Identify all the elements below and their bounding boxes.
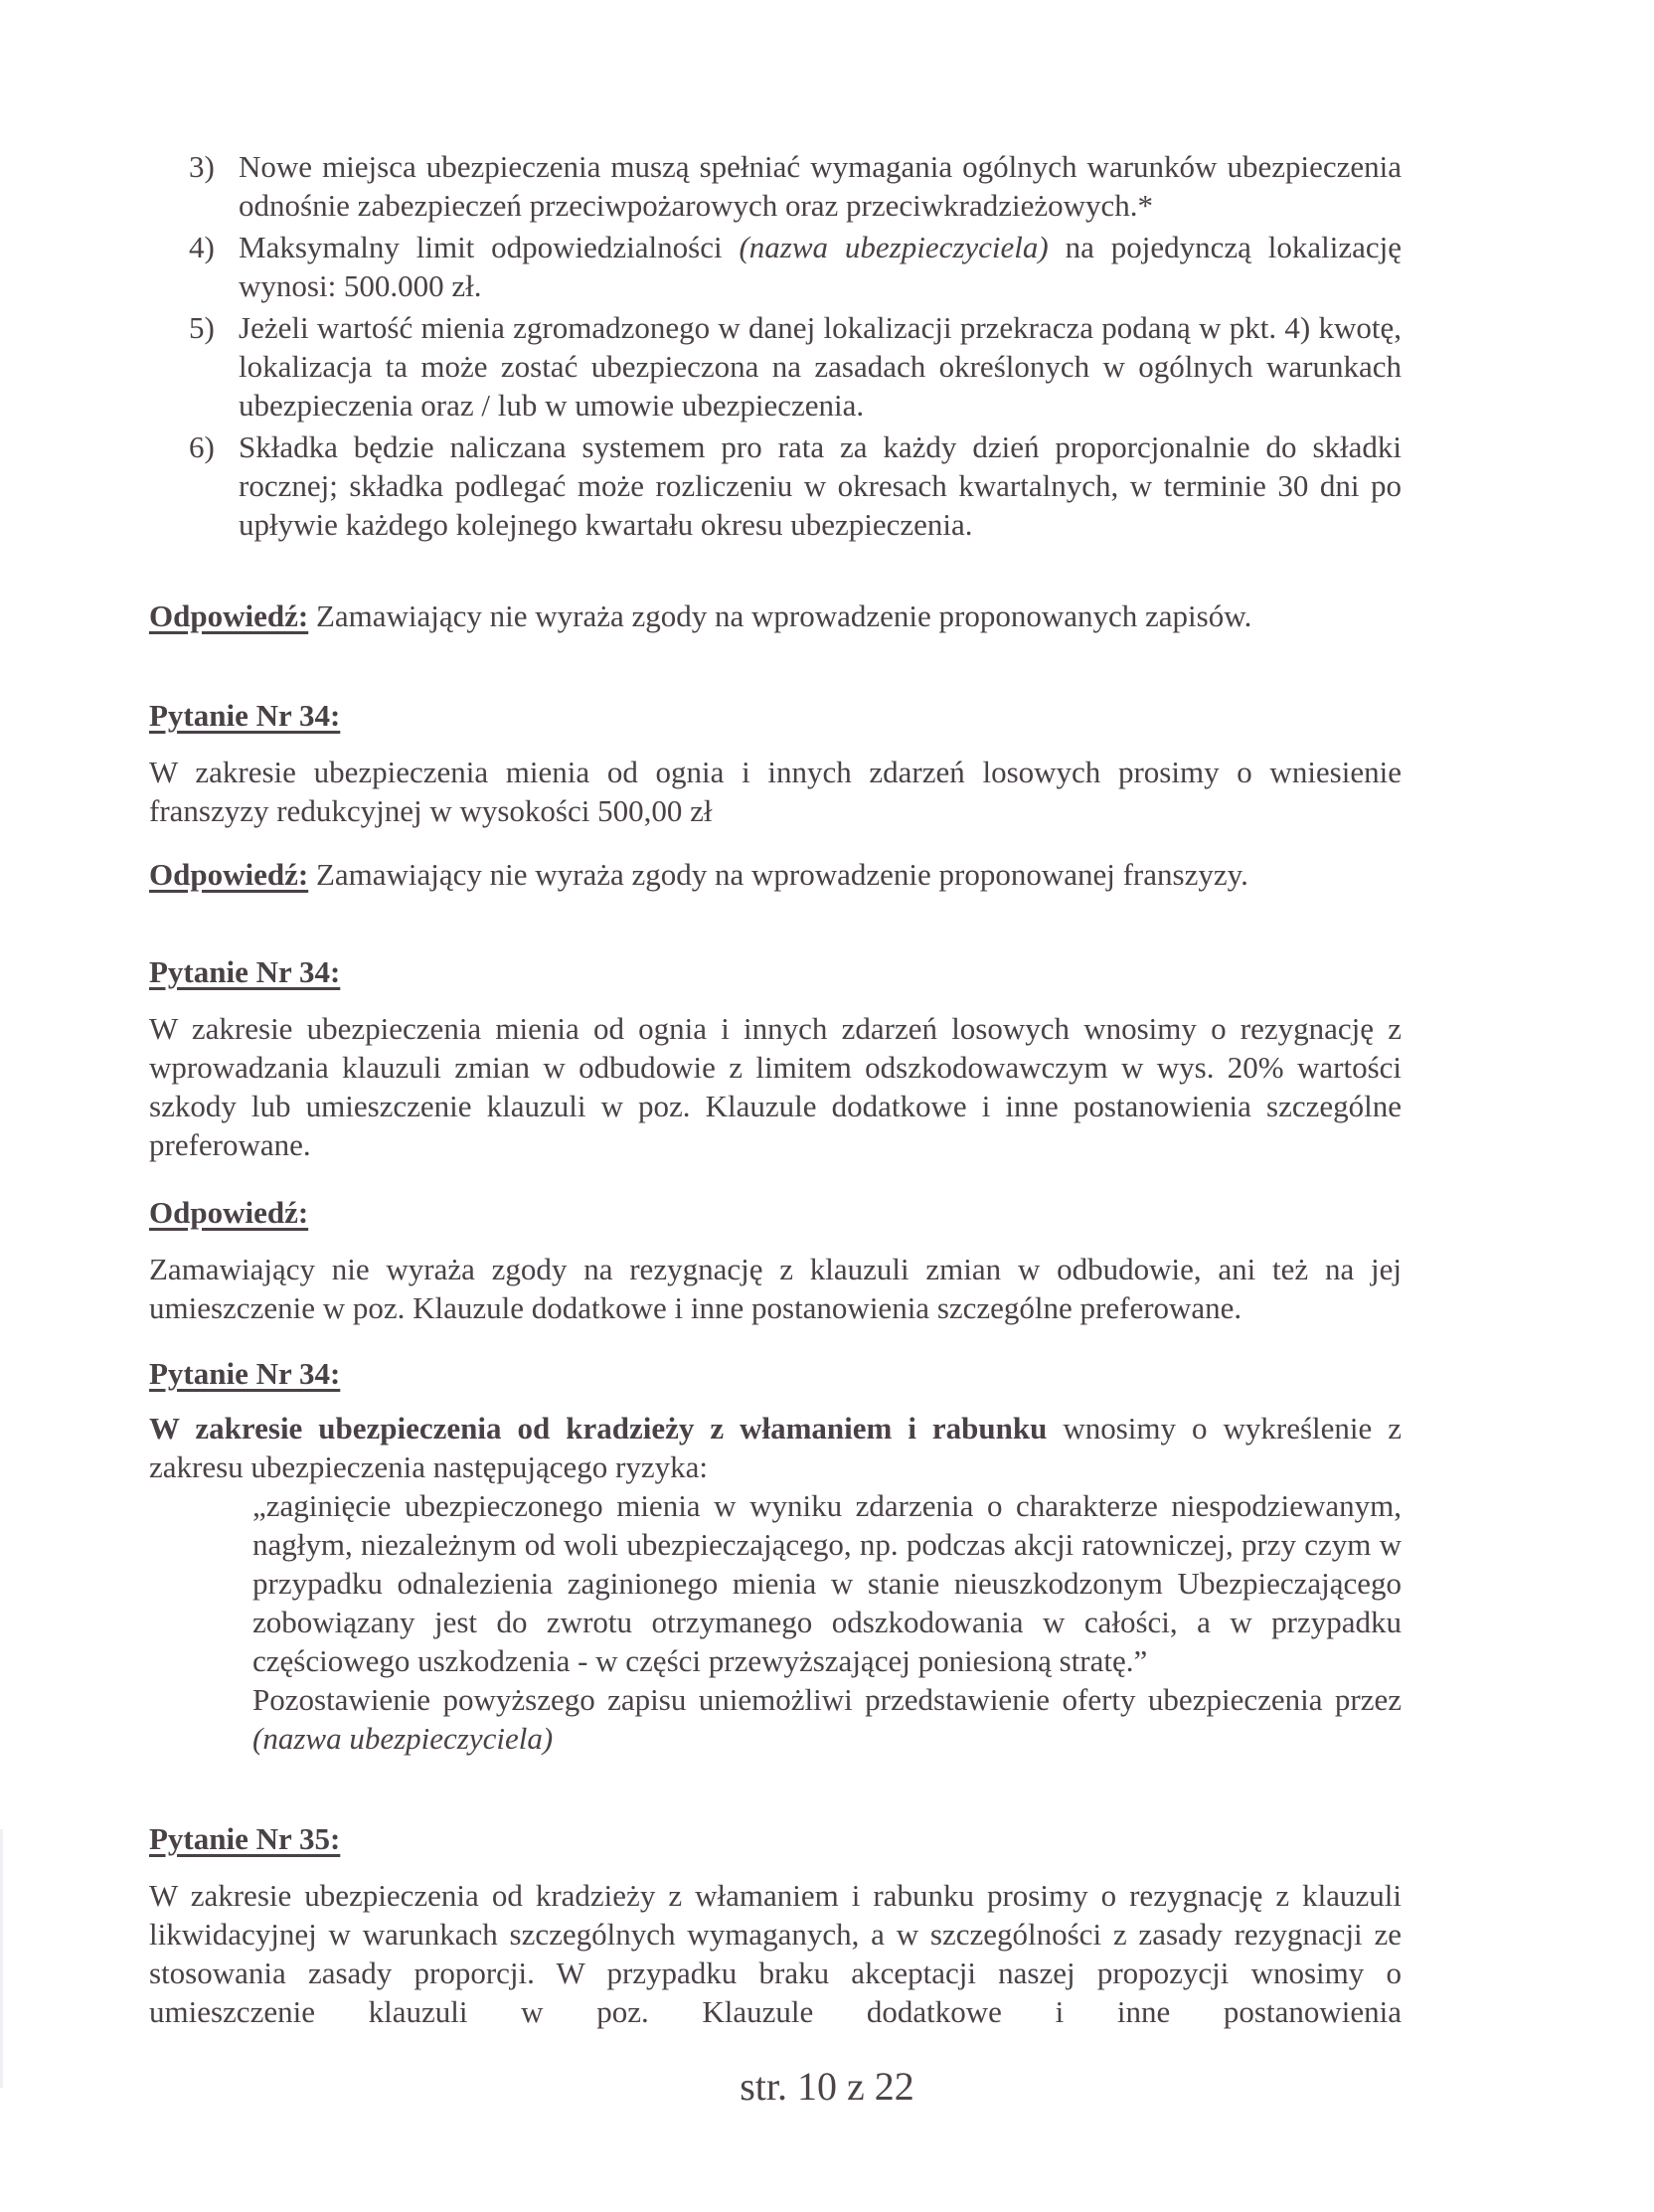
question-text: W zakresie ubezpieczenia od kradzieży z włamaniem i rabunku prosimy o rezygnację z klauzuli likwidacyjnej w warunkach szczególnych wymaganych, a w szczególności z zasady rezygnacji ze stosowania zasady proporcji. W przypadku braku akceptacji naszej propozycji wnosimy o umieszczenie klauzuli w poz. Klauzule dodatkowe i inne postanowienia	[149, 1878, 1402, 2029]
list-number: 3)	[189, 149, 215, 184]
answer-block	[149, 1193, 1402, 1327]
question-heading: Pytanie Nr 34:	[149, 698, 341, 733]
scan-edge	[0, 1829, 3, 2088]
question-lead: W zakresie ubezpieczenia od kradzieży z włamaniem i rabunku	[149, 1411, 1048, 1446]
list-item	[149, 147, 1402, 225]
question-note: Pozostawienie powyższego zapisu uniemożliwi przedstawienie oferty ubezpieczenia przez	[252, 1682, 1402, 1717]
answer-block	[149, 596, 1402, 635]
question-text: wnosimy o wykreślenie z zakresu ubezpieczenia następującego ryzyka:	[149, 1411, 1403, 1484]
list-text: Składka będzie naliczana systemem pro rata za każdy dzień proporcjonalnie do składki rocznej; składka podlegać może rozliczeniu w okresach kwartalnych, w terminie 30 dni po upływie każdego kolejnego kwartału okresu ubezpieczenia.	[239, 429, 1402, 542]
question-heading: Pytanie Nr 35:	[149, 1821, 341, 1856]
list-number: 4)	[189, 230, 215, 264]
question-block	[149, 1354, 1402, 1758]
question-block	[149, 696, 1402, 830]
list-text: Nowe miejsca ubezpieczenia muszą spełniać wymagania ogólnych warunków ubezpieczenia odnośnie zabezpieczeń przeciwpożarowych oraz przeciwkradzieżowych.*	[239, 149, 1402, 223]
answer-text: Zamawiający nie wyraża zgody na wprowadzenie proponowanych zapisów.	[308, 598, 1252, 633]
question-block	[149, 952, 1402, 1164]
answer-text: Zamawiający nie wyraża zgody na wprowadzenie proponowanej franszyzy.	[308, 857, 1248, 892]
question-heading: Pytanie Nr 34:	[149, 954, 341, 989]
quoted-clause: „zaginięcie ubezpieczonego mienia w wyniku zdarzenia o charakterze niespodziewanym, nagłym, niezależnym od woli ubezpieczającego, np. podczas akcji ratowniczej, przy czym w przypadku odnalezienia zaginionego mienia w stanie nieuszkodzonym Ubezpieczającego zobowiązany jest do zwrotu otrzymanego odszkodowania w całości, a w przypadku częściowego uszkodzenia - w części przewyższającej poniesioną stratę.”	[252, 1488, 1402, 1678]
question-heading: Pytanie Nr 34:	[149, 1356, 341, 1391]
list-text: Maksymalny limit odpowiedzialności	[239, 230, 740, 264]
conditions-list	[149, 147, 1402, 547]
list-text: Jeżeli wartość mienia zgromadzonego w danej lokalizacji przekracza podaną w pkt. 4) kwotę, lokalizacja ta może zostać ubezpieczona na zasadach określonych w ogólnych warunkach ubezpieczenia oraz / lub w umowie ubezpieczenia.	[239, 310, 1402, 423]
list-text: na pojedynczą lokalizację wynosi: 500.000 zł.	[239, 230, 1402, 303]
question-text: W zakresie ubezpieczenia mienia od ognia i innych zdarzeń losowych prosimy o wniesienie franszyzy redukcyjnej w wysokości 500,00 zł	[149, 755, 1402, 828]
answer-text: Zamawiający nie wyraża zgody na rezygnację z klauzuli zmian w odbudowie, ani też na jej umieszczenie w poz. Klauzule dodatkowe i inne postanowienia szczególne preferowane.	[149, 1252, 1402, 1325]
question-text: W zakresie ubezpieczenia mienia od ognia i innych zdarzeń losowych wnosimy o rezygnację z wprowadzania klauzuli zmian w odbudowie z limitem odszkodowawczym w wys. 20% wartości szkody lub umieszczenie klauzuli w poz. Klauzule dodatkowe i inne postanowienia szczególne preferowane.	[149, 1011, 1402, 1162]
answer-label: Odpowiedź:	[149, 598, 309, 633]
list-item	[149, 228, 1402, 305]
question-block	[149, 1819, 1402, 2031]
list-number: 5)	[189, 310, 215, 345]
answer-label: Odpowiedź:	[149, 1195, 309, 1230]
page-number: str. 10 z 22	[740, 2064, 914, 2109]
insurer-placeholder: (nazwa ubezpieczyciela)	[252, 1721, 554, 1756]
answer-label: Odpowiedź:	[149, 857, 309, 892]
insurer-placeholder: (nazwa ubezpieczyciela)	[739, 230, 1049, 264]
list-number: 6)	[189, 429, 215, 464]
answer-block	[149, 855, 1402, 894]
list-item	[149, 308, 1402, 425]
list-item	[149, 427, 1402, 544]
